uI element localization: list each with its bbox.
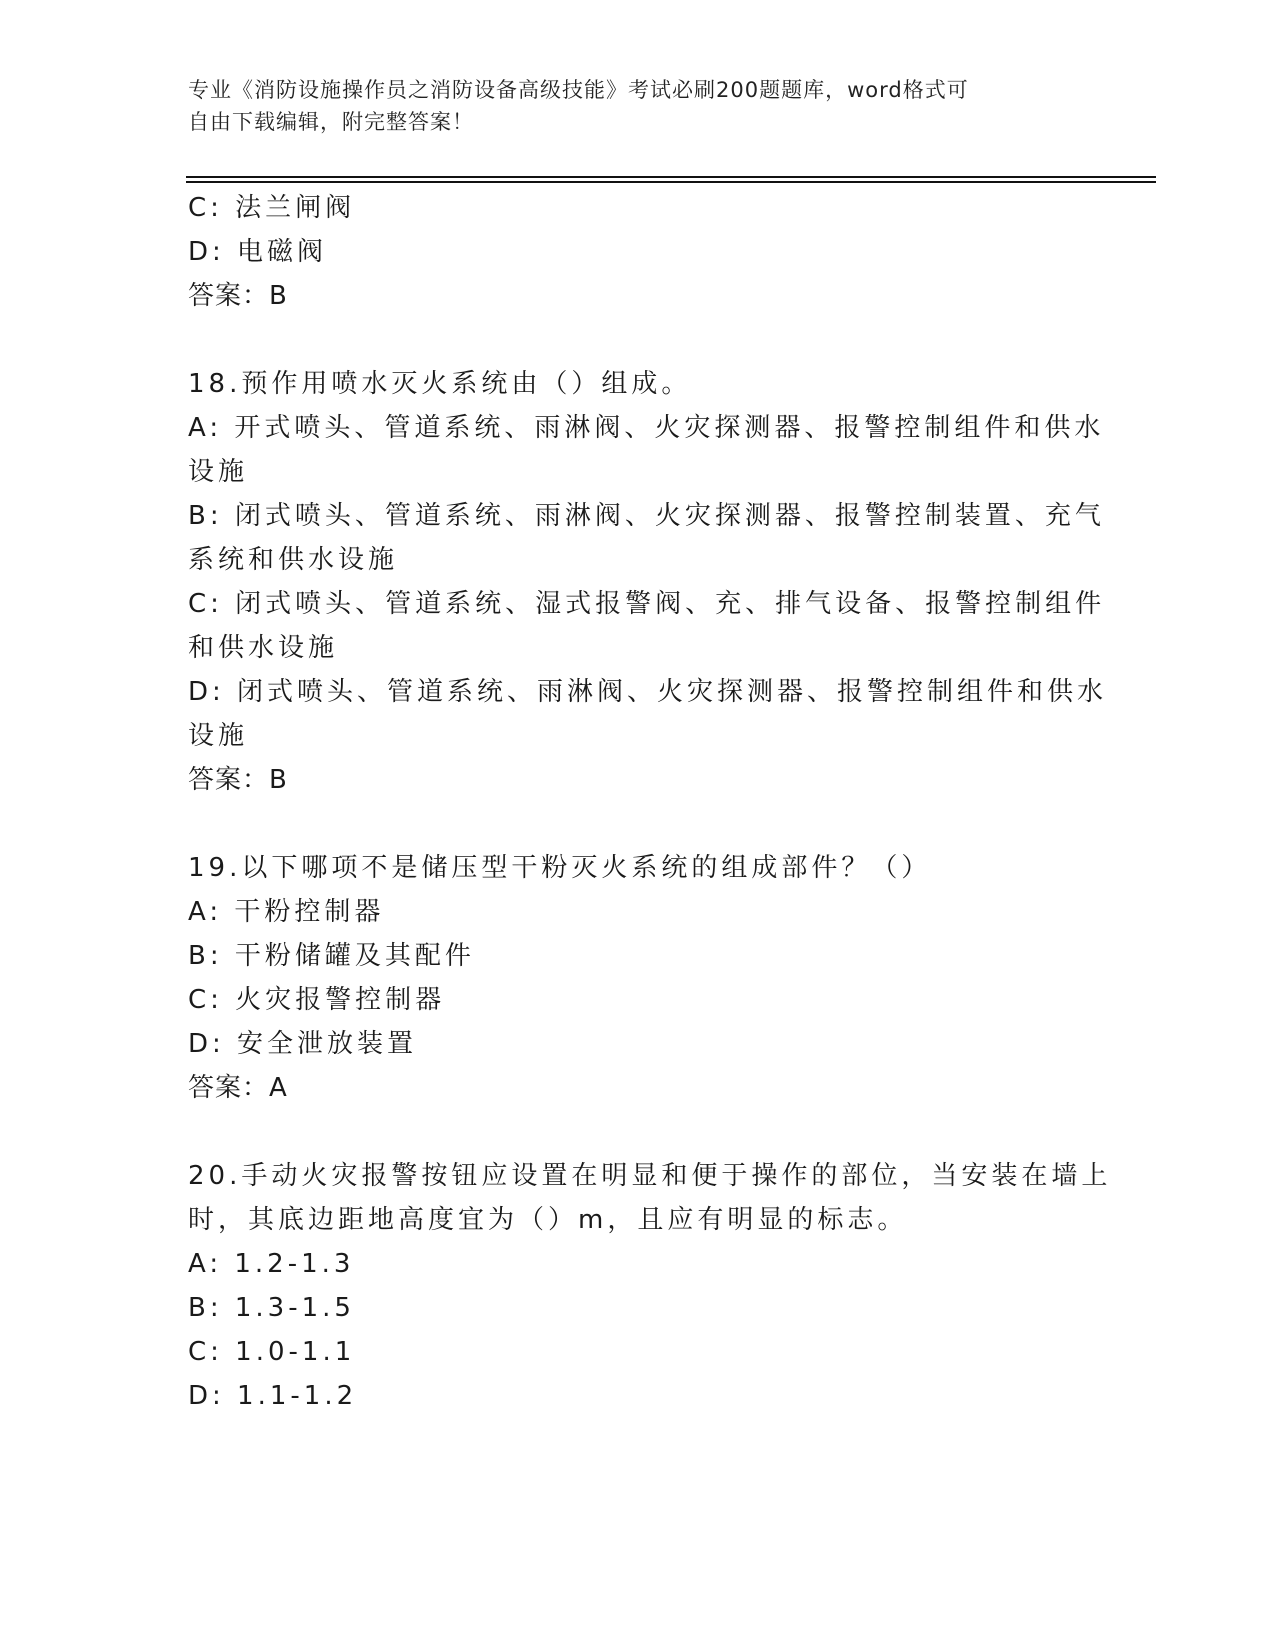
option-b-q18: B: 闭式喷头、管道系统、雨淋阀、火灾探测器、报警控制装置、充气 xyxy=(188,501,1105,531)
option-d-q18: D: 闭式喷头、管道系统、雨淋阀、火灾探测器、报警控制组件和供水 xyxy=(188,677,1108,707)
option-d-q18-cont: 设施 xyxy=(188,721,249,751)
header-line-1: 专业《消防设施操作员之消防设备高级技能》考试必刷200题题库，word格式可 xyxy=(188,78,969,102)
option-b-q19: B: 干粉储罐及其配件 xyxy=(188,941,475,971)
option-a-q19: A: 干粉控制器 xyxy=(188,897,385,927)
option-c-q17: C: 法兰闸阀 xyxy=(188,193,356,223)
question-18: 18.预作用喷水灭火系统由（）组成。 xyxy=(188,369,692,399)
question-20-cont: 时，其底边距地高度宜为（）m，且应有明显的标志。 xyxy=(188,1205,908,1235)
option-a-q18-cont: 设施 xyxy=(188,457,249,487)
answer-q17: 答案：B xyxy=(188,281,288,311)
option-d-q19: D: 安全泄放装置 xyxy=(188,1029,418,1059)
answer-q19: 答案：A xyxy=(188,1073,288,1103)
option-c-q18-cont: 和供水设施 xyxy=(188,633,339,663)
document-header xyxy=(188,74,1068,138)
header-divider-top xyxy=(186,176,1156,178)
option-d-q20: D: 1.1-1.2 xyxy=(188,1381,358,1411)
option-a-q18: A: 开式喷头、管道系统、雨淋阀、火灾探测器、报警控制组件和供水 xyxy=(188,413,1105,443)
option-b-q20: B: 1.3-1.5 xyxy=(188,1293,355,1323)
question-19: 19.以下哪项不是储压型干粉灭火系统的组成部件？（） xyxy=(188,853,932,883)
question-20: 20.手动火灾报警按钮应设置在明显和便于操作的部位，当安装在墙上 xyxy=(188,1161,1112,1191)
option-c-q20: C: 1.0-1.1 xyxy=(188,1337,356,1367)
answer-q18: 答案：B xyxy=(188,765,288,795)
header-line-2: 自由下载编辑，附完整答案！ xyxy=(188,110,474,134)
option-c-q19: C: 火灾报警控制器 xyxy=(188,985,446,1015)
header-divider-bottom xyxy=(186,181,1156,183)
option-b-q18-cont: 系统和供水设施 xyxy=(188,545,399,575)
option-d-q17: D: 电磁阀 xyxy=(188,237,328,267)
option-c-q18: C: 闭式喷头、管道系统、湿式报警阀、充、排气设备、报警控制组件 xyxy=(188,589,1106,619)
option-a-q20: A: 1.2-1.3 xyxy=(188,1249,355,1279)
